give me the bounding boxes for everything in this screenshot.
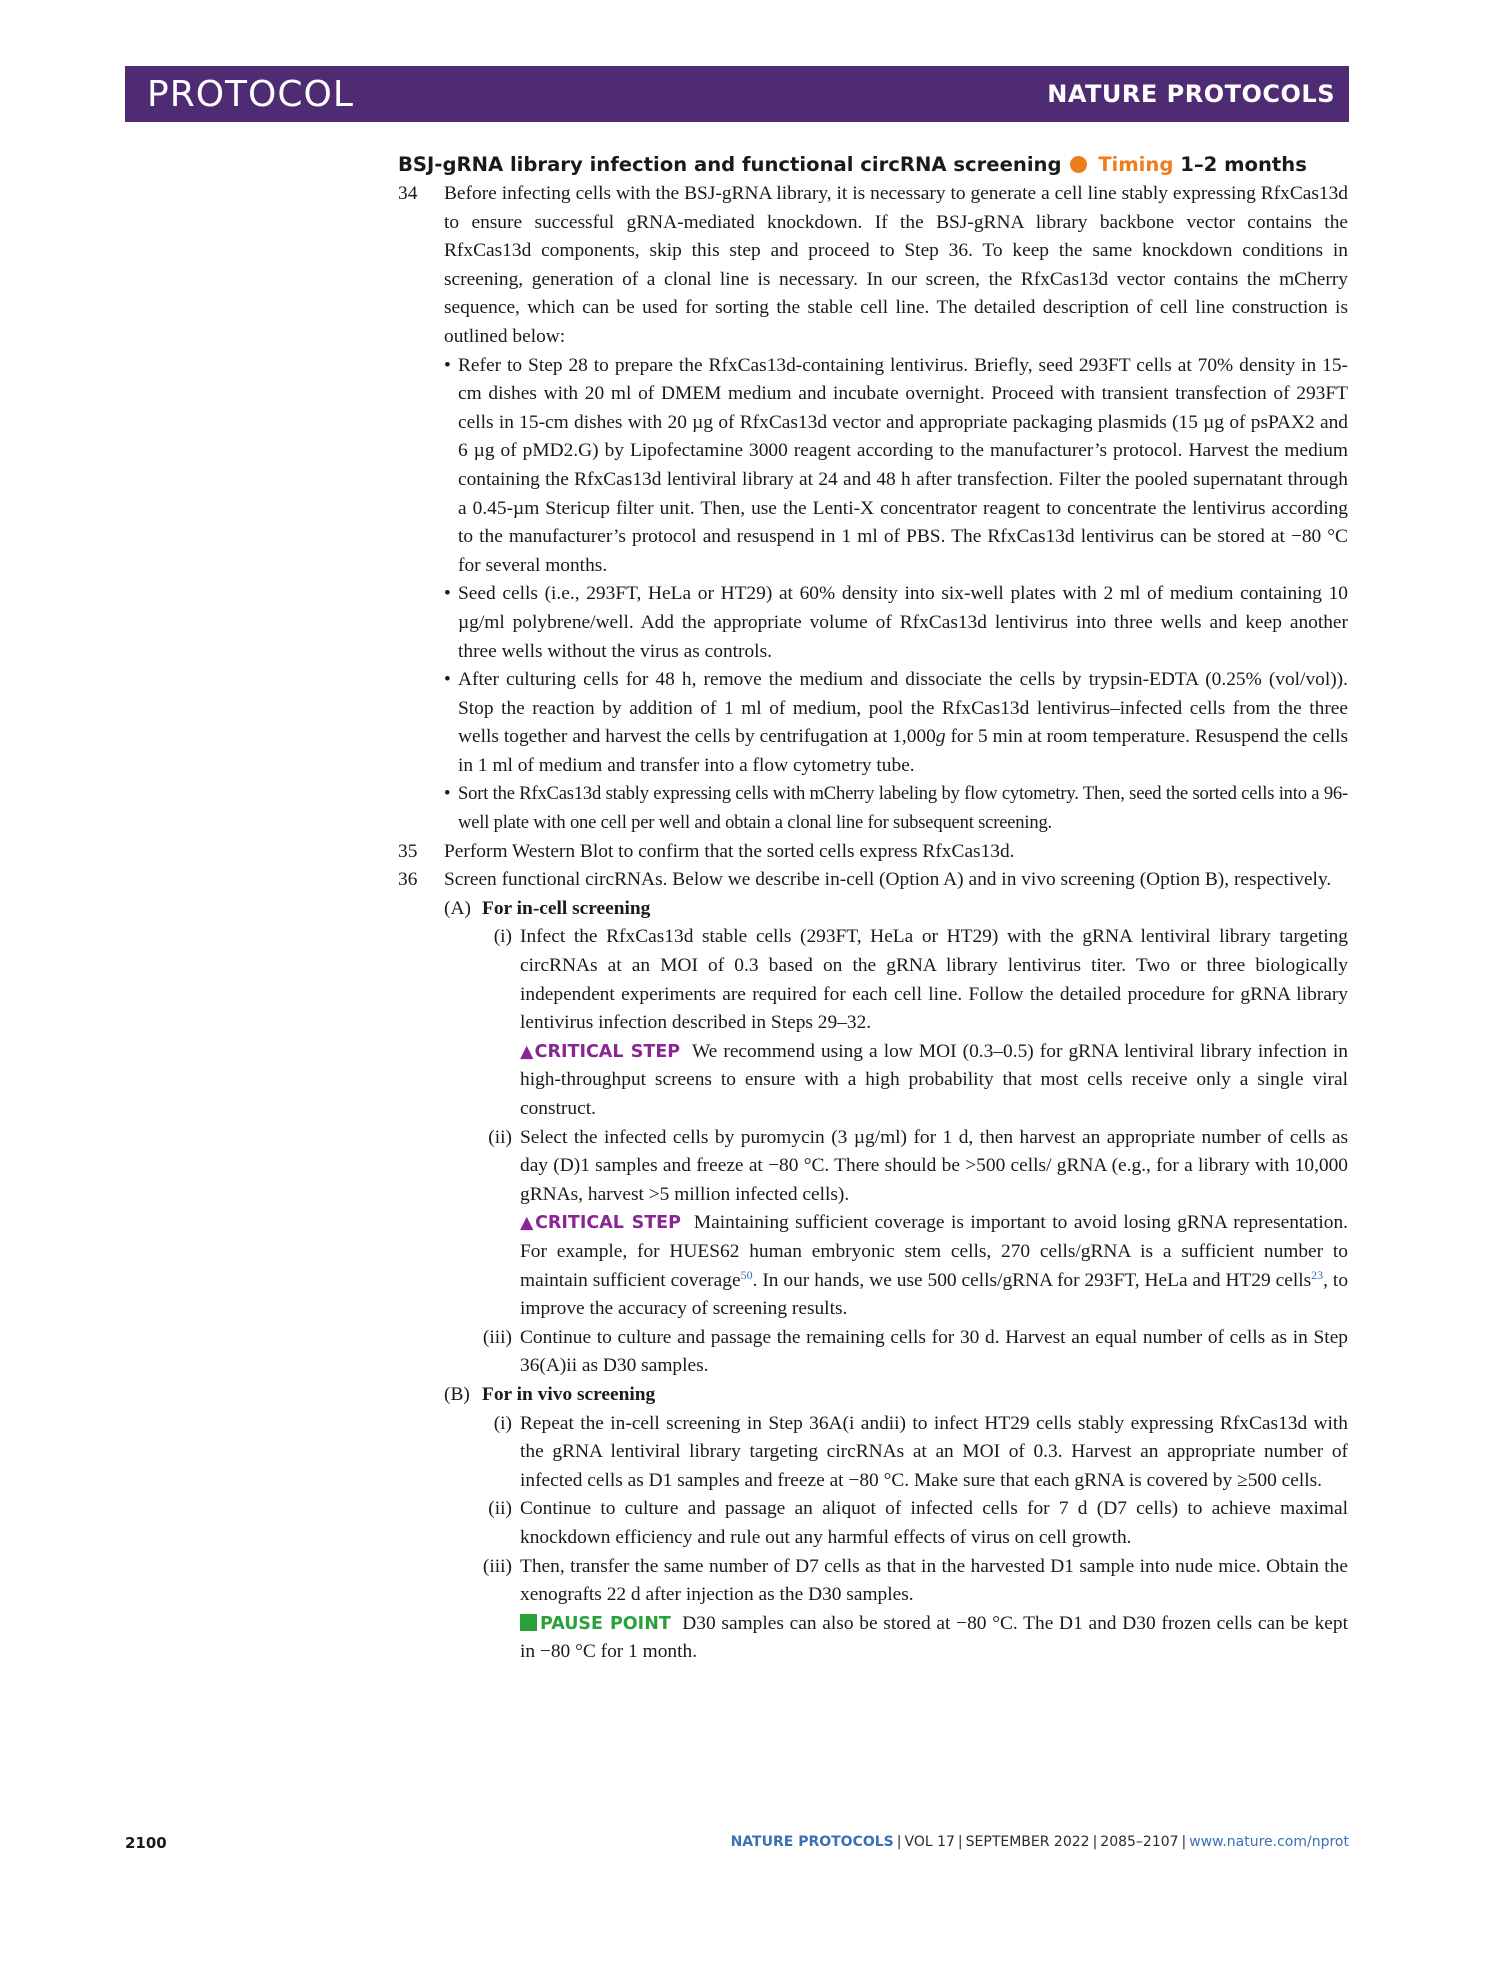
section-label: PROTOCOL [147, 73, 354, 115]
timing-label: Timing [1098, 153, 1174, 176]
step-number: 35 [398, 840, 418, 862]
option-title: For in-cell screening [482, 897, 651, 919]
critical-step-label: ▲CRITICAL STEP [520, 1041, 681, 1062]
bullet-item [398, 780, 1348, 837]
step-text: Screen functional circRNAs. Below we describe in-cell (Option A) and in vivo screening (Option B), respectively. [444, 869, 1332, 891]
bullet-text-part: After culturing cells for 48 h, remove the medium and dissociate the cells by trypsin-EDTA (0.25% (vol/vol)). Stop the reaction by addition of 1 ml of medium, pool the RfxCas13d lentivirus–infected cells from the three wells together and harvest the cells by centrifugation at 1,000 [458, 669, 1348, 748]
option-b-heading [398, 1381, 1348, 1410]
timing-dot-icon [1070, 156, 1087, 173]
pause-point-text: D30 samples can also be stored at −80 °C. The D1 and D30 frozen cells can be kept in −80 °C for 1 month. [520, 1612, 1348, 1663]
pause-point-label: PAUSE POINT [540, 1613, 671, 1634]
reference-link[interactable]: 23 [1311, 1267, 1324, 1282]
substep-text: Continue to culture and passage an aliquot of infected cells for 7 d (D7 cells) to achieve maximal knockdown efficiency and rule out any harmful effects of virus on cell growth. [520, 1498, 1348, 1548]
step-number: 34 [398, 183, 418, 204]
option-mark: (B) [444, 1383, 470, 1405]
bullet-item [398, 666, 1348, 780]
header-banner [125, 66, 1349, 122]
critical-step-note [520, 1038, 1348, 1124]
separator: | [1181, 1834, 1187, 1850]
section-heading [398, 150, 1348, 180]
step-text: Before infecting cells with the BSJ-gRNA library, it is necessary to generate a cell line stably expressing RfxCas13d to ensure successful gRNA-mediated knockdown. If the BSJ-gRNA library backbone vector contains the RfxCas13d components, skip this step and proceed to Step 36. To keep the same knockdown conditions in screening, generation of a clonal line is necessary. In our screen, the RfxCas13d vector contains the mCherry sequence, which can be used for sorting the stable cell line. The detailed description of cell line construction is outlined below: [444, 183, 1348, 347]
pause-square-icon [520, 1614, 537, 1631]
reference-link[interactable]: 50 [740, 1267, 753, 1282]
substep-mark: (i) [493, 1412, 512, 1434]
critical-step-label: ▲CRITICAL STEP [520, 1213, 681, 1234]
bullet-text: Refer to Step 28 to prepare the RfxCas13d-containing lentivirus. Briefly, seed 293FT cells at 70% density in 15-cm dishes with 20 ml of DMEM medium and incubate overnight. Proceed with transient transfection of 293FT cells in 15-cm dishes with 20 µg of RfxCas13d vector and appropriate packaging plasmids (15 µg of psPAX2 and 6 µg of pMD2.G) by Lipofectamine 3000 reagent according to the manufacturer’s protocol. Harvest the medium containing the RfxCas13d lentiviral library at 24 and 48 h after transfection. Filter the pooled supernatant through a 0.45-µm Stericup filter unit. Then, use the Lenti-X concentrator reagent to concentrate the lentivirus according to the manufacturer’s protocol and resuspend in 1 ml of PBS. The RfxCas13d lentivirus can be stored at −80 °C for several months. [458, 354, 1348, 576]
bullet-icon: • [444, 354, 451, 376]
substep-a-ii [398, 1124, 1348, 1324]
page-number: 2100 [125, 1834, 167, 1852]
bullet-text: Sort the RfxCas13d stably expressing cells with mCherry labeling by flow cytometry. Then, seed the sorted cells into a 96-well plate with one cell per well and obtain a clonal line for subsequent screening. [458, 783, 1348, 834]
step-36 [398, 866, 1348, 895]
substep-mark: (iii) [482, 1555, 512, 1577]
bullet-item [398, 580, 1348, 666]
bullet-item [398, 352, 1348, 581]
footer-journal: NATURE PROTOCOLS [730, 1834, 894, 1850]
substep-text: Repeat the in-cell screening in Step 36A(i andii) to infect HT29 cells stably expressing RfxCas13d with the gRNA lentiviral library targeting circRNAs at an MOI of 0.3. Harvest an appropriate number of infected cells as D1 samples and freeze at −80 °C. Make sure that each gRNA is covered by ≥500 cells. [520, 1412, 1348, 1491]
timing-value: 1–2 months [1180, 153, 1307, 176]
step-text: Perform Western Blot to confirm that the sorted cells express RfxCas13d. [444, 840, 1015, 862]
substep-mark: (iii) [482, 1326, 512, 1348]
bullet-icon: • [444, 669, 451, 691]
separator: | [957, 1834, 963, 1850]
critical-step-text: . In our hands, we use 500 cells/gRNA for 293FT, HeLa and HT29 cells [752, 1269, 1312, 1291]
critical-step-text: Maintaining sufficient coverage is important to avoid losing gRNA representation. For example, for HUES62 human embryonic stem cells, 270 cells/gRNA is a sufficient number to maintain sufficient coverage [520, 1212, 1348, 1291]
step-35 [398, 838, 1348, 867]
separator: | [1092, 1834, 1098, 1850]
page-footer [125, 1834, 1349, 1864]
substep-a-iii [398, 1324, 1348, 1381]
substep-mark: (ii) [488, 1498, 512, 1520]
bullet-text-italic: g [935, 726, 946, 748]
critical-step-text: We recommend using a low MOI (0.3–0.5) for gRNA lentiviral library infection in high-throughput screens to ensure with a high probability that most cells receive only a single viral construct. [520, 1040, 1348, 1119]
substep-text: Infect the RfxCas13d stable cells (293FT, HeLa or HT29) with the gRNA lentiviral library targeting circRNAs at an MOI of 0.3 based on the gRNA library lentivirus titer. Two or three biologically independent experiments are required for each cell line. Follow the detailed procedure for gRNA library lentivirus infection described in Steps 29–32. [520, 926, 1348, 1034]
option-title: For in vivo screening [482, 1383, 656, 1405]
footer-url-link[interactable]: www.nature.com/nprot [1189, 1834, 1349, 1850]
bullet-icon: • [444, 783, 451, 805]
option-a-heading [398, 895, 1348, 924]
critical-step-note [520, 1209, 1348, 1323]
bullet-icon: • [444, 583, 451, 605]
substep-text: Select the infected cells by puromycin (3 µg/ml) for 1 d, then harvest an appropriate number of cells as day (D)1 samples and freeze at −80 °C. There should be >500 cells/ gRNA (e.g., for a library with 10,000 gRNAs, harvest >5 million infected cells). [520, 1126, 1348, 1205]
substep-b-ii [398, 1495, 1348, 1552]
step-34 [398, 180, 1348, 352]
critical-step-text: , to improve the accuracy of screening results. [520, 1269, 1349, 1320]
substep-text: Continue to culture and passage the remaining cells for 30 d. Harvest an equal number of cells as in Step 36(A)ii as D30 samples. [520, 1326, 1348, 1377]
main-content [398, 150, 1348, 1667]
substep-b-i [398, 1410, 1348, 1496]
step-number: 36 [398, 869, 418, 891]
heading-text: BSJ-gRNA library infection and functional circRNA screening [398, 153, 1062, 176]
substep-mark: (i) [493, 926, 512, 948]
bullet-text-part: for 5 min at room temperature. Resuspend the cells in 1 ml of medium and transfer into a flow cytometry tube. [458, 726, 1349, 776]
bullet-text: Seed cells (i.e., 293FT, HeLa or HT29) at 60% density into six-well plates with 2 ml of medium containing 10 µg/ml polybrene/well. Add the appropriate volume of RfxCas13d lentivirus into three wells and keep another three wells without the virus as controls. [458, 583, 1348, 662]
footer-pages: 2085–2107 [1100, 1834, 1179, 1850]
journal-citation [731, 1834, 1349, 1850]
footer-volume: VOL 17 [904, 1834, 955, 1850]
pause-point-note [520, 1610, 1348, 1667]
substep-a-i [398, 923, 1348, 1123]
substep-b-iii [398, 1553, 1348, 1667]
footer-date: SEPTEMBER 2022 [965, 1834, 1090, 1850]
substep-mark: (ii) [488, 1126, 512, 1148]
option-mark: (A) [444, 897, 471, 919]
separator: | [896, 1834, 902, 1850]
substep-text: Then, transfer the same number of D7 cells as that in the harvested D1 sample into nude mice. Obtain the xenografts 22 d after injection as the D30 samples. [520, 1555, 1348, 1606]
journal-label: NATURE PROTOCOLS [1047, 80, 1335, 108]
